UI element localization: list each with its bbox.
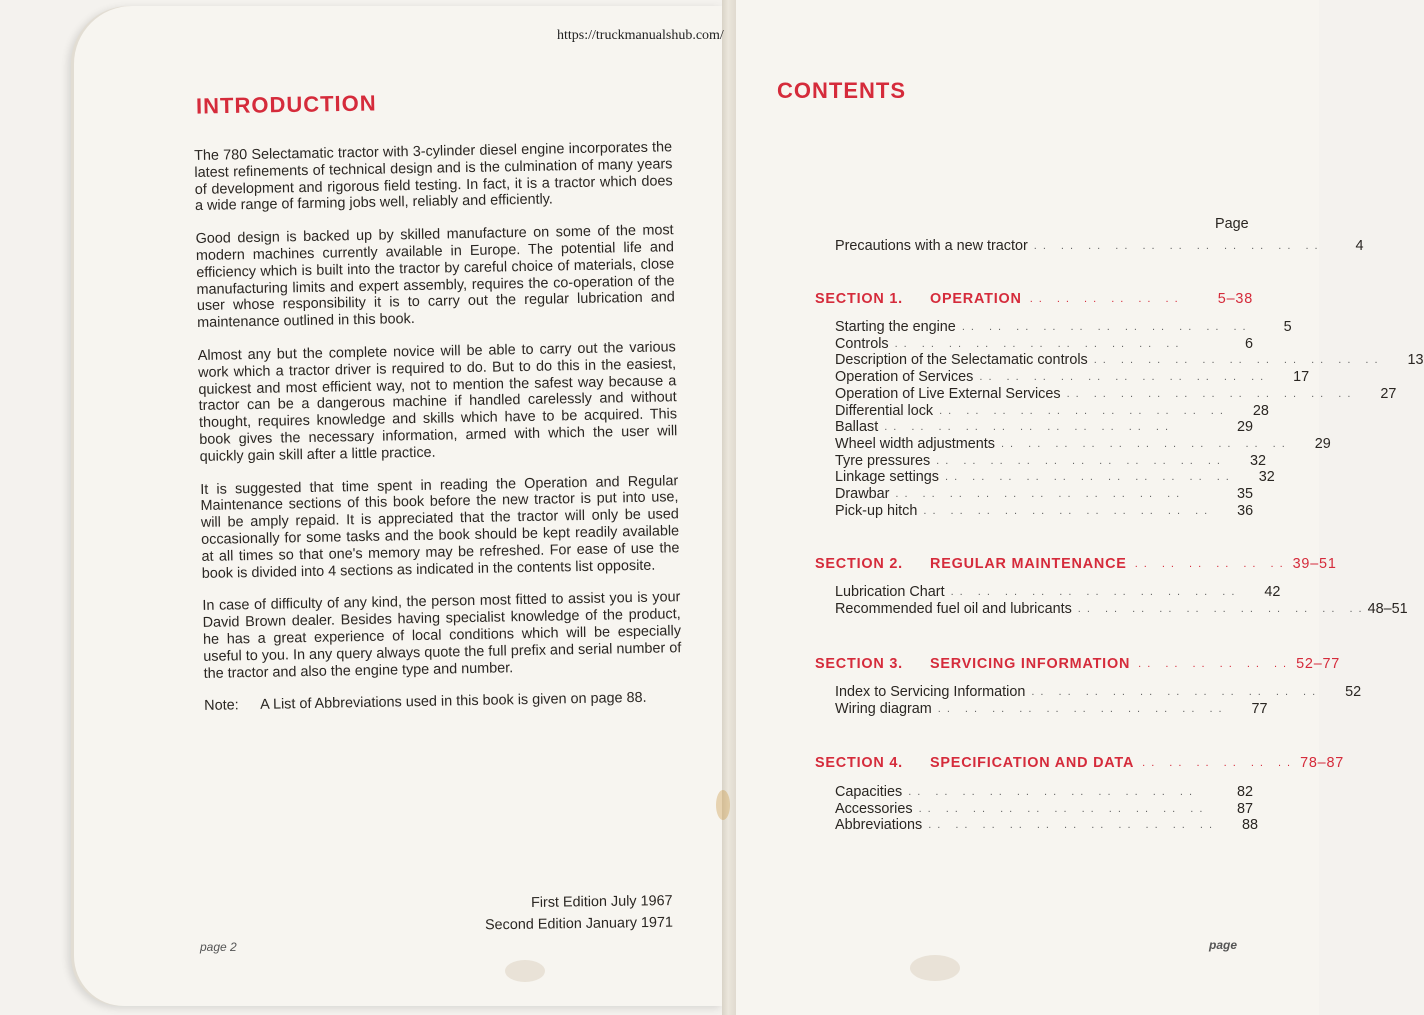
dot-leader: .. .. .. .. .. .. .. .. .. .. .. xyxy=(939,404,1229,417)
toc-entry xyxy=(835,469,1275,486)
section-number: SECTION 1. xyxy=(815,291,903,307)
second-edition: Second Edition January 1971 xyxy=(484,914,674,934)
dot-leader: .. .. .. .. .. .. .. .. .. .. .. xyxy=(928,819,1218,832)
dot-leader: .. .. .. .. .. .. .. .. .. .. .. xyxy=(1000,437,1291,450)
toc-entry-page: 17 xyxy=(1293,369,1310,386)
stain-mark xyxy=(716,790,730,820)
toc-entry-label: Ballast xyxy=(835,419,879,436)
toc-entry-label: Capacities xyxy=(835,784,903,800)
toc-entry xyxy=(835,503,1253,520)
note-label: Note: xyxy=(204,697,239,715)
source-url[interactable]: https://truckmanualshub.com/ xyxy=(557,28,724,43)
dot-leader: .. .. .. .. .. .. .. .. .. .. .. xyxy=(1033,240,1324,252)
toc-entry xyxy=(835,817,1258,834)
section-title: SPECIFICATION AND DATA xyxy=(930,755,1135,771)
stain-mark xyxy=(505,960,545,982)
dot-leader: .. .. .. .. .. .. .. .. .. .. .. xyxy=(950,586,1241,598)
toc-entry-page: 36 xyxy=(1237,502,1254,519)
toc-entry-label: Precautions with a new tractor xyxy=(835,238,1028,254)
toc-entry-page: 35 xyxy=(1236,486,1253,502)
dot-leader: .. .. .. .. .. .. .. .. .. .. .. xyxy=(894,337,1185,350)
toc-entry xyxy=(835,352,1424,369)
dot-leader: .. .. .. .. .. .. xyxy=(1029,293,1184,305)
toc-entry-page: 32 xyxy=(1249,452,1266,469)
dot-leader: .. .. .. .. .. .. .. .. .. .. .. xyxy=(1093,354,1384,367)
intro-paragraph-2: Good design is backed up by skilled manufacture on some of the most modern machines currently available in Europe. The potential life and efficiency which is built into the tractor by careful choice of materials, close manufacturing limits and expert assembly, requires the co-operation of the user whose responsibility it is to carry out the regular lubrication and maintenance outlined in this book. xyxy=(195,222,675,332)
dot-leader: .. .. .. .. .. .. .. .. .. .. .. xyxy=(961,321,1252,333)
toc-entry-page: 82 xyxy=(1236,784,1253,800)
dot-leader: .. .. .. .. .. .. xyxy=(1134,558,1289,570)
page-column-label: Page xyxy=(1215,216,1249,232)
toc-entry xyxy=(835,369,1310,386)
toc-entry-label: Controls xyxy=(835,335,889,352)
dot-leader: .. .. .. .. .. .. .. .. .. .. .. xyxy=(1077,602,1368,615)
toc-entry-page: 52 xyxy=(1345,684,1362,700)
toc-entry-page: 48–51 xyxy=(1367,600,1408,617)
dot-leader: .. .. .. .. .. .. .. .. .. .. .. xyxy=(923,504,1214,517)
toc-entry xyxy=(835,319,1292,336)
intro-paragraph-1: The 780 Selectamatic tractor with 3-cylinder diesel engine incorporates the latest refinements of technical design and is the culmination of many years of development and rigorous field testing. In fact, it is a tractor which does a wide range of farming jobs well, reliably and efficiently. xyxy=(194,139,673,215)
dot-leader: .. .. .. .. .. .. .. .. .. .. .. xyxy=(895,488,1186,500)
section-heading-1 xyxy=(815,290,1253,308)
section-heading-4 xyxy=(815,754,1345,772)
dot-leader: .. .. .. .. .. .. .. .. .. .. .. xyxy=(945,471,1235,484)
toc-entry-label: Description of the Selectamatic controls xyxy=(835,352,1088,369)
toc-entry-label: Differential lock xyxy=(835,402,934,419)
dot-leader: .. .. .. .. .. .. .. .. .. .. .. xyxy=(1066,387,1357,400)
book-gutter xyxy=(722,0,736,1015)
dot-leader: .. .. .. .. .. .. .. .. .. .. .. xyxy=(979,371,1270,384)
toc-entry-precautions xyxy=(835,238,1364,255)
toc-entry xyxy=(835,700,1268,718)
section-title: OPERATION xyxy=(930,291,1022,307)
toc-entry-label: Operation of Services xyxy=(835,369,974,386)
section-title: REGULAR MAINTENANCE xyxy=(930,556,1127,572)
toc-entry xyxy=(835,336,1253,353)
toc-entry-label: Tyre pressures xyxy=(835,452,931,469)
toc-entry-label: Lubrication Chart xyxy=(835,584,945,600)
toc-entry-label: Index to Servicing Information xyxy=(835,684,1026,700)
intro-paragraph-5: In case of difficulty of any kind, the person most fitted to assist you is your David Brown dealer. Besides having specialist knowledge of the product, he has a great experience of local conditions which will be especially useful to you. In any query always quote the full prefix and serial number of the tractor and also the engine type and number. xyxy=(202,589,682,682)
dot-leader: .. .. .. .. .. .. xyxy=(1142,757,1297,769)
section-page-range: 52–77 xyxy=(1296,656,1341,672)
toc-entry-page: 5 xyxy=(1283,319,1292,335)
toc-entry-page: 27 xyxy=(1380,385,1397,402)
toc-entry xyxy=(835,402,1269,420)
intro-paragraph-3: Almost any but the complete novice will be able to carry out the various work which a tractor driver is required to do. But to do this in the easiest, quickest and most efficient way, not to mention the safest way because a tractor can be a dangerous machine if handled carelessly and without thought, requires knowledge and skills which have to be acquired. This book gives the necessary information, armed with which the user will quickly gain skill after a little practice. xyxy=(197,339,678,465)
dot-leader: .. .. .. .. .. .. .. .. .. .. .. xyxy=(908,786,1198,798)
section-page-range: 39–51 xyxy=(1292,556,1337,572)
toc-entry-label: Wheel width adjustments xyxy=(835,435,995,452)
toc-entry-label: Abbreviations xyxy=(835,817,923,834)
toc-entry xyxy=(835,385,1397,403)
section-title: SERVICING INFORMATION xyxy=(930,656,1131,672)
first-edition: First Edition July 1967 xyxy=(531,893,674,911)
toc-entry-label: Operation of Live External Services xyxy=(835,385,1061,402)
introduction-body xyxy=(194,139,682,715)
toc-entry-page: 88 xyxy=(1241,817,1258,834)
toc-entry xyxy=(835,584,1281,601)
contents-heading: CONTENTS xyxy=(777,78,906,103)
toc-entry-page: 77 xyxy=(1251,700,1268,717)
toc-entry-label: Wiring diagram xyxy=(835,700,932,717)
introduction-heading: INTRODUCTION xyxy=(195,90,377,119)
page-number-left: page 2 xyxy=(200,940,237,954)
dot-leader: .. .. .. .. .. .. .. .. .. .. .. xyxy=(918,802,1209,815)
toc-entry-page: 4 xyxy=(1355,238,1364,254)
toc-entry xyxy=(835,435,1331,453)
dot-leader: .. .. .. .. .. .. xyxy=(1138,658,1293,670)
toc-entry-page: 87 xyxy=(1236,800,1253,817)
toc-entry-page: 29 xyxy=(1236,419,1253,436)
dot-leader: .. .. .. .. .. .. .. .. .. .. .. xyxy=(936,454,1226,467)
toc-entry xyxy=(835,684,1362,701)
intro-paragraph-4: It is suggested that time spent in reading the Operation and Regular Maintenance sections of this book before the new tractor is put into use, will be amply repaid. It is appreciated that the tractor will only be used occasionally for some tasks and the book should be kept readily available at all times so that one's memory may be refreshed. For ease of use the book is divided into 4 sections as indicated in the contents list opposite. xyxy=(200,472,680,582)
section-page-range: 5–38 xyxy=(1217,291,1253,307)
dot-leader: .. .. .. .. .. .. .. .. .. .. .. xyxy=(884,421,1174,434)
section-number: SECTION 2. xyxy=(815,556,903,572)
toc-entry-label: Linkage settings xyxy=(835,469,940,486)
section-page-range: 78–87 xyxy=(1300,755,1345,771)
toc-entry xyxy=(835,419,1253,436)
toc-entry-page: 29 xyxy=(1314,435,1331,452)
dot-leader: .. .. .. .. .. .. .. .. .. .. .. xyxy=(1031,686,1322,698)
toc-entry-page: 28 xyxy=(1252,402,1269,419)
page-number-right: page xyxy=(1209,938,1238,952)
toc-entry xyxy=(835,486,1253,503)
section-number: SECTION 4. xyxy=(815,755,903,771)
toc-entry-label: Drawbar xyxy=(835,486,890,502)
toc-entry-page: 13 xyxy=(1407,352,1424,369)
toc-entry xyxy=(835,801,1253,818)
toc-entry-page: 42 xyxy=(1264,584,1281,600)
note-text: A List of Abbreviations used in this book is given on page 88. xyxy=(260,690,647,714)
toc-entry-label: Starting the engine xyxy=(835,319,956,335)
toc-entry-label: Pick-up hitch xyxy=(835,502,918,519)
section-heading-3 xyxy=(815,655,1341,673)
section-number: SECTION 3. xyxy=(815,656,903,672)
stain-mark xyxy=(910,955,960,981)
toc-entry xyxy=(835,784,1253,801)
toc-entry-page: 32 xyxy=(1258,469,1275,486)
toc-entry-label: Recommended fuel oil and lubricants xyxy=(835,600,1072,617)
toc-entry xyxy=(835,600,1408,618)
toc-entry xyxy=(835,452,1266,470)
toc-entry-label: Accessories xyxy=(835,800,913,817)
dot-leader: .. .. .. .. .. .. .. .. .. .. .. xyxy=(937,702,1228,715)
toc-entry-page: 6 xyxy=(1244,335,1253,352)
section-heading-2 xyxy=(815,555,1337,573)
